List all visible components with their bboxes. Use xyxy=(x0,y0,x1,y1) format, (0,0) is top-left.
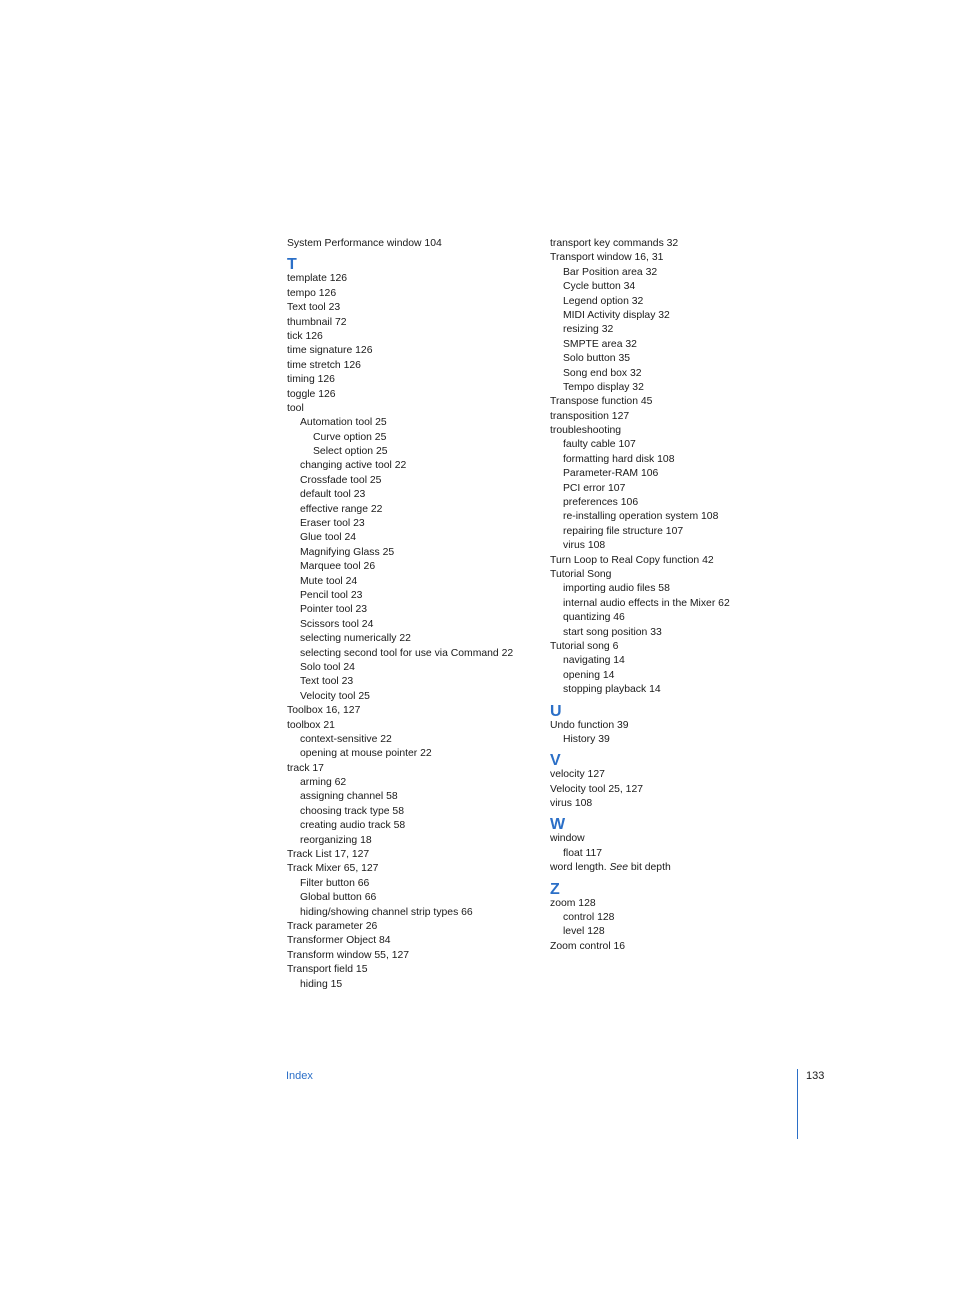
page-number: 133 xyxy=(806,1070,825,1082)
index-entry: Zoom control 16 xyxy=(550,940,626,952)
index-entry: Toolbox 16, 127 xyxy=(287,705,361,717)
index-subentry: Magnifying Glass 25 xyxy=(300,546,395,558)
index-subentry: Automation tool 25 xyxy=(300,417,387,429)
index-entry: toggle 126 xyxy=(287,388,336,400)
index-subentry: effective range 22 xyxy=(300,503,383,515)
index-column-right xyxy=(550,237,800,954)
index-subentry: History 39 xyxy=(563,733,610,745)
index-subentry: Pencil tool 23 xyxy=(300,589,363,601)
index-subentry: Solo button 35 xyxy=(563,353,631,365)
index-subentry: opening 14 xyxy=(563,669,615,681)
index-subentry: opening at mouse pointer 22 xyxy=(300,748,432,760)
index-subentry: Velocity tool 25 xyxy=(300,690,370,702)
index-subentry: Parameter-RAM 106 xyxy=(563,468,659,480)
index-entry: zoom 128 xyxy=(550,897,596,909)
index-subentry: repairing file structure 107 xyxy=(563,525,684,537)
index-subentry: Marquee tool 26 xyxy=(300,561,376,573)
index-entry: template 126 xyxy=(287,273,348,285)
index-entry: track 17 xyxy=(287,762,324,774)
index-entry: Track parameter 26 xyxy=(287,920,378,932)
index-entry: Turn Loop to Real Copy function 42 xyxy=(550,554,714,566)
footer-section-label: Index xyxy=(286,1070,313,1082)
index-subentry: Select option 25 xyxy=(313,446,388,458)
index-subentry: reorganizing 18 xyxy=(300,834,372,846)
section-letter-z: Z xyxy=(550,880,560,898)
index-subentry: changing active tool 22 xyxy=(300,460,407,472)
index-subentry: control 128 xyxy=(563,912,615,924)
index-entry: Track List 17, 127 xyxy=(287,849,370,861)
index-subentry: MIDI Activity display 32 xyxy=(563,309,670,321)
index-subentry: Pointer tool 23 xyxy=(300,604,368,616)
index-subentry: stopping playback 14 xyxy=(563,684,661,696)
index-entry: toolbox 21 xyxy=(287,719,335,731)
index-entry: time signature 126 xyxy=(287,345,373,357)
index-entry: Transformer Object 84 xyxy=(287,935,391,947)
index-entry: Undo function 39 xyxy=(550,719,629,731)
index-entry: Velocity tool 25, 127 xyxy=(550,783,644,795)
index-entry: Transport field 15 xyxy=(287,964,368,976)
index-subentry: Text tool 23 xyxy=(300,676,354,688)
index-subentry: quantizing 46 xyxy=(563,612,625,624)
index-subentry: selecting second tool for use via Command 22 xyxy=(300,647,514,659)
index-subentry: Solo tool 24 xyxy=(300,661,355,673)
index-entry: velocity 127 xyxy=(550,769,605,781)
index-subentry: Curve option 25 xyxy=(313,431,387,443)
index-subentry: Global button 66 xyxy=(300,892,377,904)
index-column-left xyxy=(287,237,532,992)
index-entry: tick 126 xyxy=(287,330,323,342)
index-entry: transport key commands 32 xyxy=(550,238,679,249)
index-subentry: start song position 33 xyxy=(563,626,662,638)
index-subentry: level 128 xyxy=(563,926,605,938)
index-entry: System Performance window 104 xyxy=(287,238,442,249)
index-subentry: Song end box 32 xyxy=(563,367,642,379)
index-subentry: preferences 106 xyxy=(563,497,639,509)
see-reference: See xyxy=(609,862,628,874)
index-entry: transposition 127 xyxy=(550,410,630,422)
index-subentry: importing audio files 58 xyxy=(563,583,670,595)
index-subentry: float 117 xyxy=(563,847,603,859)
index-subentry: choosing track type 58 xyxy=(300,805,404,817)
page-number-rule xyxy=(797,1069,798,1139)
index-entry: Tutorial Song xyxy=(550,568,612,580)
section-letter-t: T xyxy=(287,256,297,274)
index-entry: Tutorial song 6 xyxy=(550,640,619,652)
index-subentry: Scissors tool 24 xyxy=(300,618,374,630)
index-entry: tool xyxy=(287,402,304,414)
index-entry: window xyxy=(550,833,585,845)
index-entry xyxy=(550,861,800,875)
index-subentry: Eraser tool 23 xyxy=(300,518,365,530)
index-entry: virus 108 xyxy=(550,798,593,810)
index-entry: Text tool 23 xyxy=(287,302,341,314)
index-entry: tempo 126 xyxy=(287,287,337,299)
see-target: bit depth xyxy=(628,862,671,874)
index-subentry: creating audio track 58 xyxy=(300,820,406,832)
section-letter-u: U xyxy=(550,702,562,720)
section-letter-v: V xyxy=(550,752,561,770)
index-subentry: Crossfade tool 25 xyxy=(300,474,382,486)
index-subentry: arming 62 xyxy=(300,777,347,789)
index-subentry: SMPTE area 32 xyxy=(563,338,637,350)
index-subentry: faulty cable 107 xyxy=(563,439,636,451)
index-entry: Transpose function 45 xyxy=(550,396,653,408)
index-entry: time stretch 126 xyxy=(287,359,361,371)
index-entry: thumbnail 72 xyxy=(287,316,347,328)
index-subentry: Mute tool 24 xyxy=(300,575,358,587)
index-subentry: resizing 32 xyxy=(563,324,614,336)
index-subentry: navigating 14 xyxy=(563,655,625,667)
index-entry: Transport window 16, 31 xyxy=(550,252,664,264)
index-entry: troubleshooting xyxy=(550,425,622,437)
index-subentry: context-sensitive 22 xyxy=(300,733,392,745)
index-subentry: default tool 23 xyxy=(300,489,366,501)
index-subentry: Filter button 66 xyxy=(300,877,370,889)
index-subentry: PCI error 107 xyxy=(563,482,626,494)
index-subentry: Legend option 32 xyxy=(563,295,644,307)
index-subentry: internal audio effects in the Mixer 62 xyxy=(563,597,730,609)
index-subentry: Tempo display 32 xyxy=(563,381,644,393)
index-subentry: assigning channel 58 xyxy=(300,791,398,803)
index-subentry: virus 108 xyxy=(563,540,606,552)
index-subentry: hiding/showing channel strip types 66 xyxy=(300,906,473,918)
index-subentry: re-installing operation system 108 xyxy=(563,511,719,523)
index-entry-text: word length. xyxy=(550,862,610,874)
index-subentry: Glue tool 24 xyxy=(300,532,357,544)
index-entry: Track Mixer 65, 127 xyxy=(287,863,379,875)
index-subentry: hiding 15 xyxy=(300,978,343,990)
index-subentry: Cycle button 34 xyxy=(563,281,636,293)
index-subentry: formatting hard disk 108 xyxy=(563,453,675,465)
index-subentry: selecting numerically 22 xyxy=(300,633,411,645)
index-subentry: Bar Position area 32 xyxy=(563,266,658,278)
index-entry: timing 126 xyxy=(287,374,335,386)
section-letter-w: W xyxy=(550,816,566,834)
index-entry: Transform window 55, 127 xyxy=(287,949,410,961)
